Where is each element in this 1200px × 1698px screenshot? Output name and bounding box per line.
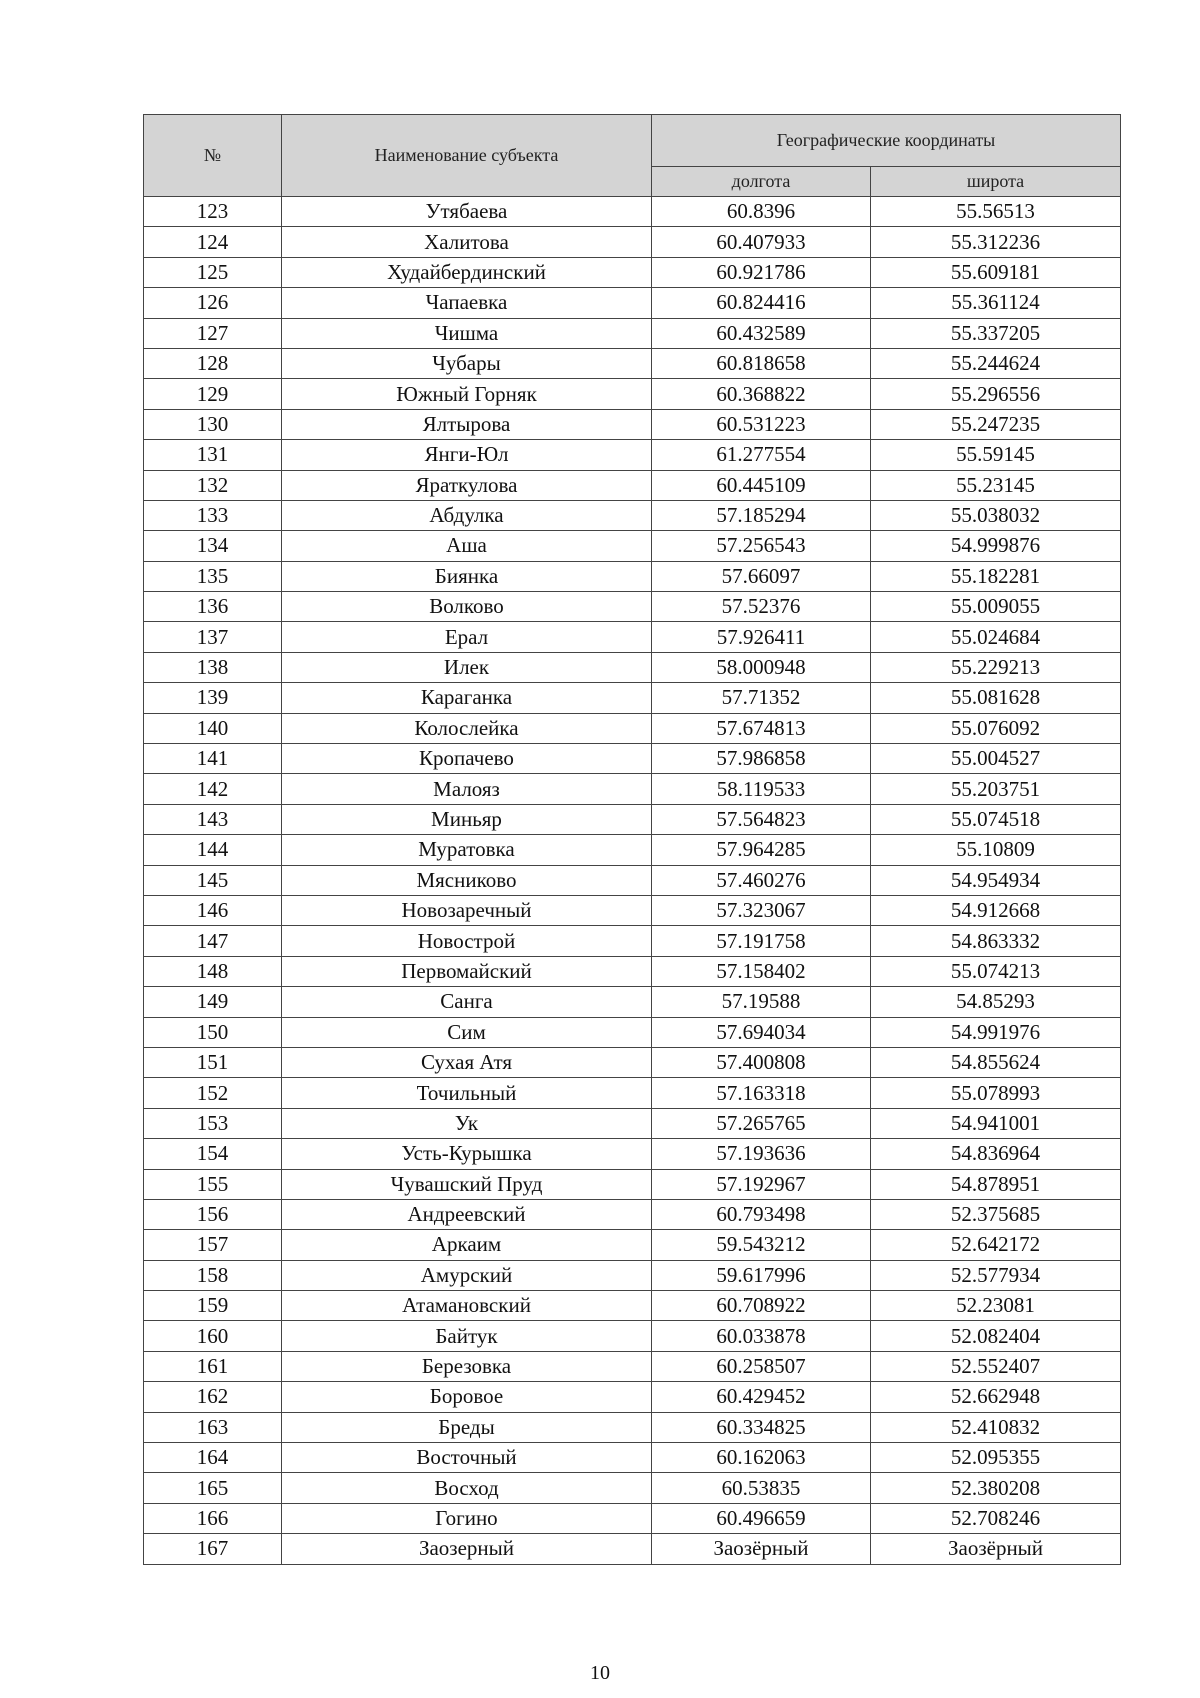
cell-number: 143	[144, 804, 282, 834]
cell-number: 135	[144, 561, 282, 591]
table-row	[144, 956, 1121, 986]
cell-subject-name: Янги-Юл	[282, 440, 652, 470]
cell-longitude: 57.400808	[652, 1047, 871, 1077]
cell-latitude: 55.203751	[871, 774, 1121, 804]
cell-subject-name: Малояз	[282, 774, 652, 804]
cell-latitude: 54.954934	[871, 865, 1121, 895]
table-row	[144, 409, 1121, 439]
table-row	[144, 470, 1121, 500]
cell-longitude: 60.53835	[652, 1473, 871, 1503]
cell-subject-name: Заозерный	[282, 1534, 652, 1564]
cell-longitude: 57.564823	[652, 804, 871, 834]
cell-longitude: Заозёрный	[652, 1534, 871, 1564]
table-row	[144, 1108, 1121, 1138]
cell-number: 167	[144, 1534, 282, 1564]
table-row	[144, 1230, 1121, 1260]
cell-longitude: 57.265765	[652, 1108, 871, 1138]
cell-number: 163	[144, 1412, 282, 1442]
cell-subject-name: Миньяр	[282, 804, 652, 834]
cell-number: 156	[144, 1199, 282, 1229]
cell-latitude: 55.361124	[871, 288, 1121, 318]
table-row	[144, 1199, 1121, 1229]
cell-number: 123	[144, 197, 282, 227]
cell-number: 134	[144, 531, 282, 561]
table-row	[144, 379, 1121, 409]
cell-latitude: 55.244624	[871, 348, 1121, 378]
table-row	[144, 1139, 1121, 1169]
cell-latitude: 55.076092	[871, 713, 1121, 743]
table-row	[144, 561, 1121, 591]
cell-latitude: 54.941001	[871, 1108, 1121, 1138]
table-row	[144, 440, 1121, 470]
header-geographic-coordinates: Географические координаты	[652, 115, 1121, 167]
cell-longitude: 60.496659	[652, 1503, 871, 1533]
cell-longitude: 57.964285	[652, 835, 871, 865]
table-row	[144, 257, 1121, 287]
table-row	[144, 744, 1121, 774]
cell-longitude: 60.818658	[652, 348, 871, 378]
cell-longitude: 57.256543	[652, 531, 871, 561]
cell-number: 141	[144, 744, 282, 774]
cell-number: 127	[144, 318, 282, 348]
cell-subject-name: Худайбердинский	[282, 257, 652, 287]
cell-latitude: 55.074518	[871, 804, 1121, 834]
cell-subject-name: Халитова	[282, 227, 652, 257]
header-subject-name: Наименование субъекта	[282, 115, 652, 197]
cell-subject-name: Яраткулова	[282, 470, 652, 500]
cell-subject-name: Усть-Курышка	[282, 1139, 652, 1169]
coordinates-table	[143, 114, 1121, 1565]
cell-number: 136	[144, 592, 282, 622]
page-number: 10	[590, 1662, 610, 1684]
cell-longitude: 57.926411	[652, 622, 871, 652]
cell-latitude: 55.23145	[871, 470, 1121, 500]
cell-number: 138	[144, 652, 282, 682]
cell-longitude: 58.000948	[652, 652, 871, 682]
table-row	[144, 1047, 1121, 1077]
cell-number: 132	[144, 470, 282, 500]
cell-latitude: 55.074213	[871, 956, 1121, 986]
cell-latitude: 54.836964	[871, 1139, 1121, 1169]
cell-latitude: 55.004527	[871, 744, 1121, 774]
cell-number: 152	[144, 1078, 282, 1108]
cell-latitude: 52.375685	[871, 1199, 1121, 1229]
cell-subject-name: Чувашский Пруд	[282, 1169, 652, 1199]
table-row	[144, 592, 1121, 622]
table-body	[144, 197, 1121, 1565]
cell-latitude: 55.337205	[871, 318, 1121, 348]
table-header	[144, 115, 1121, 197]
cell-longitude: 60.258507	[652, 1351, 871, 1381]
table-row	[144, 318, 1121, 348]
cell-longitude: 57.193636	[652, 1139, 871, 1169]
cell-number: 128	[144, 348, 282, 378]
cell-number: 166	[144, 1503, 282, 1533]
table-row	[144, 531, 1121, 561]
cell-latitude: 55.10809	[871, 835, 1121, 865]
cell-number: 130	[144, 409, 282, 439]
cell-longitude: 60.708922	[652, 1291, 871, 1321]
cell-longitude: 60.334825	[652, 1412, 871, 1442]
cell-subject-name: Волково	[282, 592, 652, 622]
cell-subject-name: Новострой	[282, 926, 652, 956]
cell-longitude: 57.19588	[652, 987, 871, 1017]
cell-latitude: 54.991976	[871, 1017, 1121, 1047]
cell-longitude: 57.66097	[652, 561, 871, 591]
cell-latitude: Заозёрный	[871, 1534, 1121, 1564]
table-row	[144, 1534, 1121, 1564]
table-row	[144, 804, 1121, 834]
table-row	[144, 895, 1121, 925]
cell-longitude: 57.460276	[652, 865, 871, 895]
table-row	[144, 227, 1121, 257]
cell-longitude: 57.323067	[652, 895, 871, 925]
cell-latitude: 52.410832	[871, 1412, 1121, 1442]
cell-number: 157	[144, 1230, 282, 1260]
cell-longitude: 60.162063	[652, 1443, 871, 1473]
cell-subject-name: Бреды	[282, 1412, 652, 1442]
cell-latitude: 55.024684	[871, 622, 1121, 652]
cell-longitude: 57.986858	[652, 744, 871, 774]
cell-subject-name: Первомайский	[282, 956, 652, 986]
cell-latitude: 52.642172	[871, 1230, 1121, 1260]
cell-subject-name: Аша	[282, 531, 652, 561]
cell-subject-name: Кропачево	[282, 744, 652, 774]
cell-number: 133	[144, 500, 282, 530]
cell-latitude: 54.912668	[871, 895, 1121, 925]
cell-subject-name: Сухая Атя	[282, 1047, 652, 1077]
cell-longitude: 60.921786	[652, 257, 871, 287]
cell-subject-name: Чубары	[282, 348, 652, 378]
cell-subject-name: Ерал	[282, 622, 652, 652]
cell-subject-name: Восточный	[282, 1443, 652, 1473]
cell-subject-name: Атамановский	[282, 1291, 652, 1321]
cell-number: 158	[144, 1260, 282, 1290]
cell-number: 159	[144, 1291, 282, 1321]
cell-subject-name: Мясниково	[282, 865, 652, 895]
cell-number: 153	[144, 1108, 282, 1138]
cell-number: 146	[144, 895, 282, 925]
cell-number: 147	[144, 926, 282, 956]
cell-subject-name: Байтук	[282, 1321, 652, 1351]
cell-latitude: 54.999876	[871, 531, 1121, 561]
cell-number: 140	[144, 713, 282, 743]
cell-subject-name: Ялтырова	[282, 409, 652, 439]
cell-longitude: 57.52376	[652, 592, 871, 622]
cell-latitude: 52.380208	[871, 1473, 1121, 1503]
cell-latitude: 54.863332	[871, 926, 1121, 956]
table-row	[144, 1078, 1121, 1108]
cell-latitude: 52.708246	[871, 1503, 1121, 1533]
cell-number: 137	[144, 622, 282, 652]
table-row	[144, 1503, 1121, 1533]
cell-number: 151	[144, 1047, 282, 1077]
cell-longitude: 60.429452	[652, 1382, 871, 1412]
table-row	[144, 1321, 1121, 1351]
table-row	[144, 1169, 1121, 1199]
cell-subject-name: Чапаевка	[282, 288, 652, 318]
cell-longitude: 57.71352	[652, 683, 871, 713]
table-row	[144, 348, 1121, 378]
cell-longitude: 57.185294	[652, 500, 871, 530]
cell-latitude: 52.23081	[871, 1291, 1121, 1321]
cell-number: 160	[144, 1321, 282, 1351]
cell-latitude: 55.182281	[871, 561, 1121, 591]
cell-subject-name: Новозаречный	[282, 895, 652, 925]
cell-longitude: 61.277554	[652, 440, 871, 470]
cell-longitude: 58.119533	[652, 774, 871, 804]
cell-number: 139	[144, 683, 282, 713]
cell-latitude: 52.082404	[871, 1321, 1121, 1351]
cell-latitude: 55.247235	[871, 409, 1121, 439]
cell-number: 144	[144, 835, 282, 865]
cell-subject-name: Абдулка	[282, 500, 652, 530]
table-row	[144, 1412, 1121, 1442]
cell-latitude: 54.855624	[871, 1047, 1121, 1077]
table-row	[144, 288, 1121, 318]
cell-latitude: 55.56513	[871, 197, 1121, 227]
cell-number: 155	[144, 1169, 282, 1199]
table-row	[144, 1382, 1121, 1412]
cell-latitude: 55.229213	[871, 652, 1121, 682]
cell-longitude: 59.543212	[652, 1230, 871, 1260]
table-row	[144, 1017, 1121, 1047]
cell-subject-name: Санга	[282, 987, 652, 1017]
cell-latitude: 55.312236	[871, 227, 1121, 257]
table-row	[144, 835, 1121, 865]
cell-number: 129	[144, 379, 282, 409]
table-row	[144, 1260, 1121, 1290]
cell-subject-name: Березовка	[282, 1351, 652, 1381]
table-row	[144, 1443, 1121, 1473]
cell-number: 161	[144, 1351, 282, 1381]
cell-longitude: 60.531223	[652, 409, 871, 439]
header-longitude: долгота	[652, 167, 871, 197]
cell-latitude: 54.878951	[871, 1169, 1121, 1199]
cell-subject-name: Гогино	[282, 1503, 652, 1533]
cell-subject-name: Аркаим	[282, 1230, 652, 1260]
cell-latitude: 52.662948	[871, 1382, 1121, 1412]
header-number: №	[144, 115, 282, 197]
cell-latitude: 52.095355	[871, 1443, 1121, 1473]
cell-latitude: 55.59145	[871, 440, 1121, 470]
table-row	[144, 622, 1121, 652]
cell-longitude: 60.8396	[652, 197, 871, 227]
cell-subject-name: Точильный	[282, 1078, 652, 1108]
cell-longitude: 57.674813	[652, 713, 871, 743]
cell-latitude: 55.296556	[871, 379, 1121, 409]
cell-longitude: 60.407933	[652, 227, 871, 257]
cell-subject-name: Ук	[282, 1108, 652, 1138]
cell-subject-name: Колослейка	[282, 713, 652, 743]
cell-longitude: 57.158402	[652, 956, 871, 986]
cell-longitude: 60.824416	[652, 288, 871, 318]
cell-longitude: 60.793498	[652, 1199, 871, 1229]
table-row	[144, 500, 1121, 530]
cell-latitude: 52.552407	[871, 1351, 1121, 1381]
cell-longitude: 57.163318	[652, 1078, 871, 1108]
table-row	[144, 683, 1121, 713]
cell-number: 165	[144, 1473, 282, 1503]
cell-subject-name: Сим	[282, 1017, 652, 1047]
cell-number: 131	[144, 440, 282, 470]
cell-latitude: 52.577934	[871, 1260, 1121, 1290]
cell-number: 145	[144, 865, 282, 895]
cell-subject-name: Южный Горняк	[282, 379, 652, 409]
cell-longitude: 57.191758	[652, 926, 871, 956]
cell-subject-name: Караганка	[282, 683, 652, 713]
cell-subject-name: Муратовка	[282, 835, 652, 865]
table-row	[144, 652, 1121, 682]
cell-latitude: 55.081628	[871, 683, 1121, 713]
table-row	[144, 713, 1121, 743]
table-row	[144, 865, 1121, 895]
cell-latitude: 55.609181	[871, 257, 1121, 287]
cell-longitude: 59.617996	[652, 1260, 871, 1290]
cell-subject-name: Амурский	[282, 1260, 652, 1290]
cell-number: 162	[144, 1382, 282, 1412]
cell-number: 149	[144, 987, 282, 1017]
cell-latitude: 55.078993	[871, 1078, 1121, 1108]
table-row	[144, 1473, 1121, 1503]
cell-subject-name: Боровое	[282, 1382, 652, 1412]
table-row	[144, 926, 1121, 956]
cell-number: 126	[144, 288, 282, 318]
cell-number: 125	[144, 257, 282, 287]
cell-number: 148	[144, 956, 282, 986]
cell-subject-name: Илек	[282, 652, 652, 682]
cell-number: 164	[144, 1443, 282, 1473]
cell-longitude: 60.432589	[652, 318, 871, 348]
cell-latitude: 55.038032	[871, 500, 1121, 530]
table-row	[144, 1351, 1121, 1381]
cell-longitude: 60.445109	[652, 470, 871, 500]
cell-subject-name: Биянка	[282, 561, 652, 591]
header-latitude: широта	[871, 167, 1121, 197]
cell-number: 154	[144, 1139, 282, 1169]
cell-number: 150	[144, 1017, 282, 1047]
cell-latitude: 54.85293	[871, 987, 1121, 1017]
cell-latitude: 55.009055	[871, 592, 1121, 622]
table-row	[144, 774, 1121, 804]
cell-subject-name: Утябаева	[282, 197, 652, 227]
table-row	[144, 1291, 1121, 1321]
cell-subject-name: Чишма	[282, 318, 652, 348]
cell-number: 142	[144, 774, 282, 804]
table-row	[144, 197, 1121, 227]
cell-subject-name: Андреевский	[282, 1199, 652, 1229]
cell-longitude: 60.033878	[652, 1321, 871, 1351]
table-row	[144, 987, 1121, 1017]
cell-longitude: 57.694034	[652, 1017, 871, 1047]
cell-longitude: 57.192967	[652, 1169, 871, 1199]
cell-number: 124	[144, 227, 282, 257]
cell-longitude: 60.368822	[652, 379, 871, 409]
cell-subject-name: Восход	[282, 1473, 652, 1503]
